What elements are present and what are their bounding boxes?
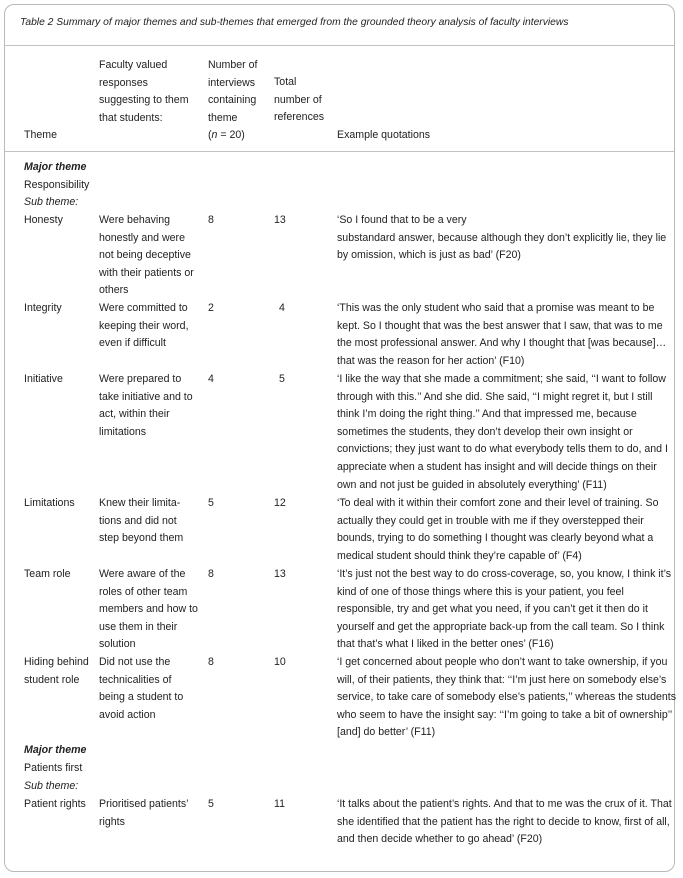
- header-interviews-text: Number of interviews containing theme: [208, 59, 258, 124]
- row-quotation: ‘This was the only student who said that a promise was meant to be kept. So I thought that was the best answer that I saw, that was to me the most professional answer. And why I thought that [was because]… that was the reason for her action’ (F10): [337, 302, 667, 367]
- row-interviews: 8: [208, 214, 214, 226]
- major-theme-name: Responsibility: [24, 179, 90, 191]
- row-valued: Did not use the technicalities of being a student to avoid action: [99, 656, 184, 721]
- row-interviews: 5: [208, 497, 214, 509]
- header-interviews-n: (n = 20): [208, 129, 245, 142]
- row-valued: Were prepared to take initiative and to act, within their limitations: [99, 373, 193, 438]
- row-quotation: ‘So I found that to be a very substandard answer, because although they don’t explicitly lie, they lie by omission, which is just as bad’ (F20): [337, 214, 667, 262]
- row-theme: Honesty: [24, 214, 63, 226]
- major-theme-name: Patients first: [24, 762, 83, 774]
- header-number-of-interviews: [208, 57, 270, 145]
- row-theme: Hiding behind student role: [24, 656, 89, 686]
- caption-rule: [5, 45, 674, 46]
- header-rule: [5, 151, 674, 152]
- row-valued: Were committed to keeping their word, even if difficult: [99, 302, 189, 350]
- row-references: 10: [274, 656, 286, 668]
- row-theme: Patient rights: [24, 798, 86, 810]
- row-valued: Prioritised patients’ rights: [99, 798, 189, 828]
- row-interviews: 4: [208, 373, 214, 385]
- row-references: 11: [274, 798, 285, 810]
- row-quotation: ‘I get concerned about people who don’t want to take ownership, if you will, of their patients, they think that: ‘‘I’m just here on somebody else’s service, to take care of somebody else’s patients,’’ whereas the students who seem to have the insight say: ‘‘I’m going to take a bit of ownership’’ [and] do better’ (F11): [337, 656, 676, 739]
- row-quotation: ‘To deal with it within their comfort zone and their level of training. So actually they could get in trouble with me if they overstepped their bounds, trying to do something I thought was clearly beyond what a medical student should think they’re capable of’ (F4): [337, 497, 659, 562]
- header-total-references: Total number of references: [274, 76, 325, 124]
- row-references: 13: [274, 214, 286, 226]
- table-caption: Table 2 Summary of major themes and sub-themes that emerged from the grounded theory analysis of faculty interviews: [20, 17, 569, 28]
- sub-theme-label: Sub theme:: [24, 780, 79, 792]
- row-theme: Team role: [24, 568, 71, 580]
- sub-theme-label: Sub theme:: [24, 196, 79, 208]
- row-interviews: 8: [208, 568, 214, 580]
- row-references: 4: [279, 302, 285, 314]
- row-theme: Initiative: [24, 373, 63, 385]
- row-valued: Knew their limita-tions and did not step beyond them: [99, 497, 184, 545]
- major-theme-label: Major theme: [24, 744, 87, 756]
- row-references: 5: [279, 373, 285, 385]
- header-theme: Theme: [24, 129, 57, 141]
- row-interviews: 8: [208, 656, 214, 668]
- row-interviews: 2: [208, 302, 214, 314]
- header-valued-responses: Faculty valued responses suggesting to them that students:: [99, 59, 189, 124]
- row-theme: Integrity: [24, 302, 62, 314]
- row-valued: Were behaving honestly and were not being deceptive with their patients or others: [99, 214, 194, 297]
- row-interviews: 5: [208, 798, 214, 810]
- row-quotation: ‘It’s just not the best way to do cross-coverage, so, you know, I think it’s kind of one of those things where this is your patient, you feel responsible, try and get what you need, if you can’t get it then do it yourself and get the appropriate back-up from the call team. So I think that that’s what I liked in the better ones’ (F16): [337, 568, 672, 651]
- header-example-quotations: Example quotations: [337, 129, 431, 141]
- row-valued: Were aware of the roles of other team members and how to use them in their solution: [99, 568, 198, 651]
- row-references: 12: [274, 497, 286, 509]
- row-references: 13: [274, 568, 286, 580]
- major-theme-label: Major theme: [24, 161, 87, 173]
- row-quotation: ‘I like the way that she made a commitment; she said, ‘‘I want to follow through with this.’’ And she did. She said, ‘‘I might regret it, but I still think I’m doing the right thing.’’ And that impressed me, because sometimes the students, they don’t develop their own insight or convictions; they just want to do what everybody tells them to do, and I appreciate when a student has insight and will decide things on their own and not just be guided in absolutely everything’ (F11): [337, 373, 668, 491]
- row-quotation: ‘It talks about the patient’s rights. And that to me was the crux of it. That she identified that the patient has the right to decide to know, first of all, and then decide whether to go ahead’ (F20): [337, 798, 672, 846]
- row-theme: Limitations: [24, 497, 75, 509]
